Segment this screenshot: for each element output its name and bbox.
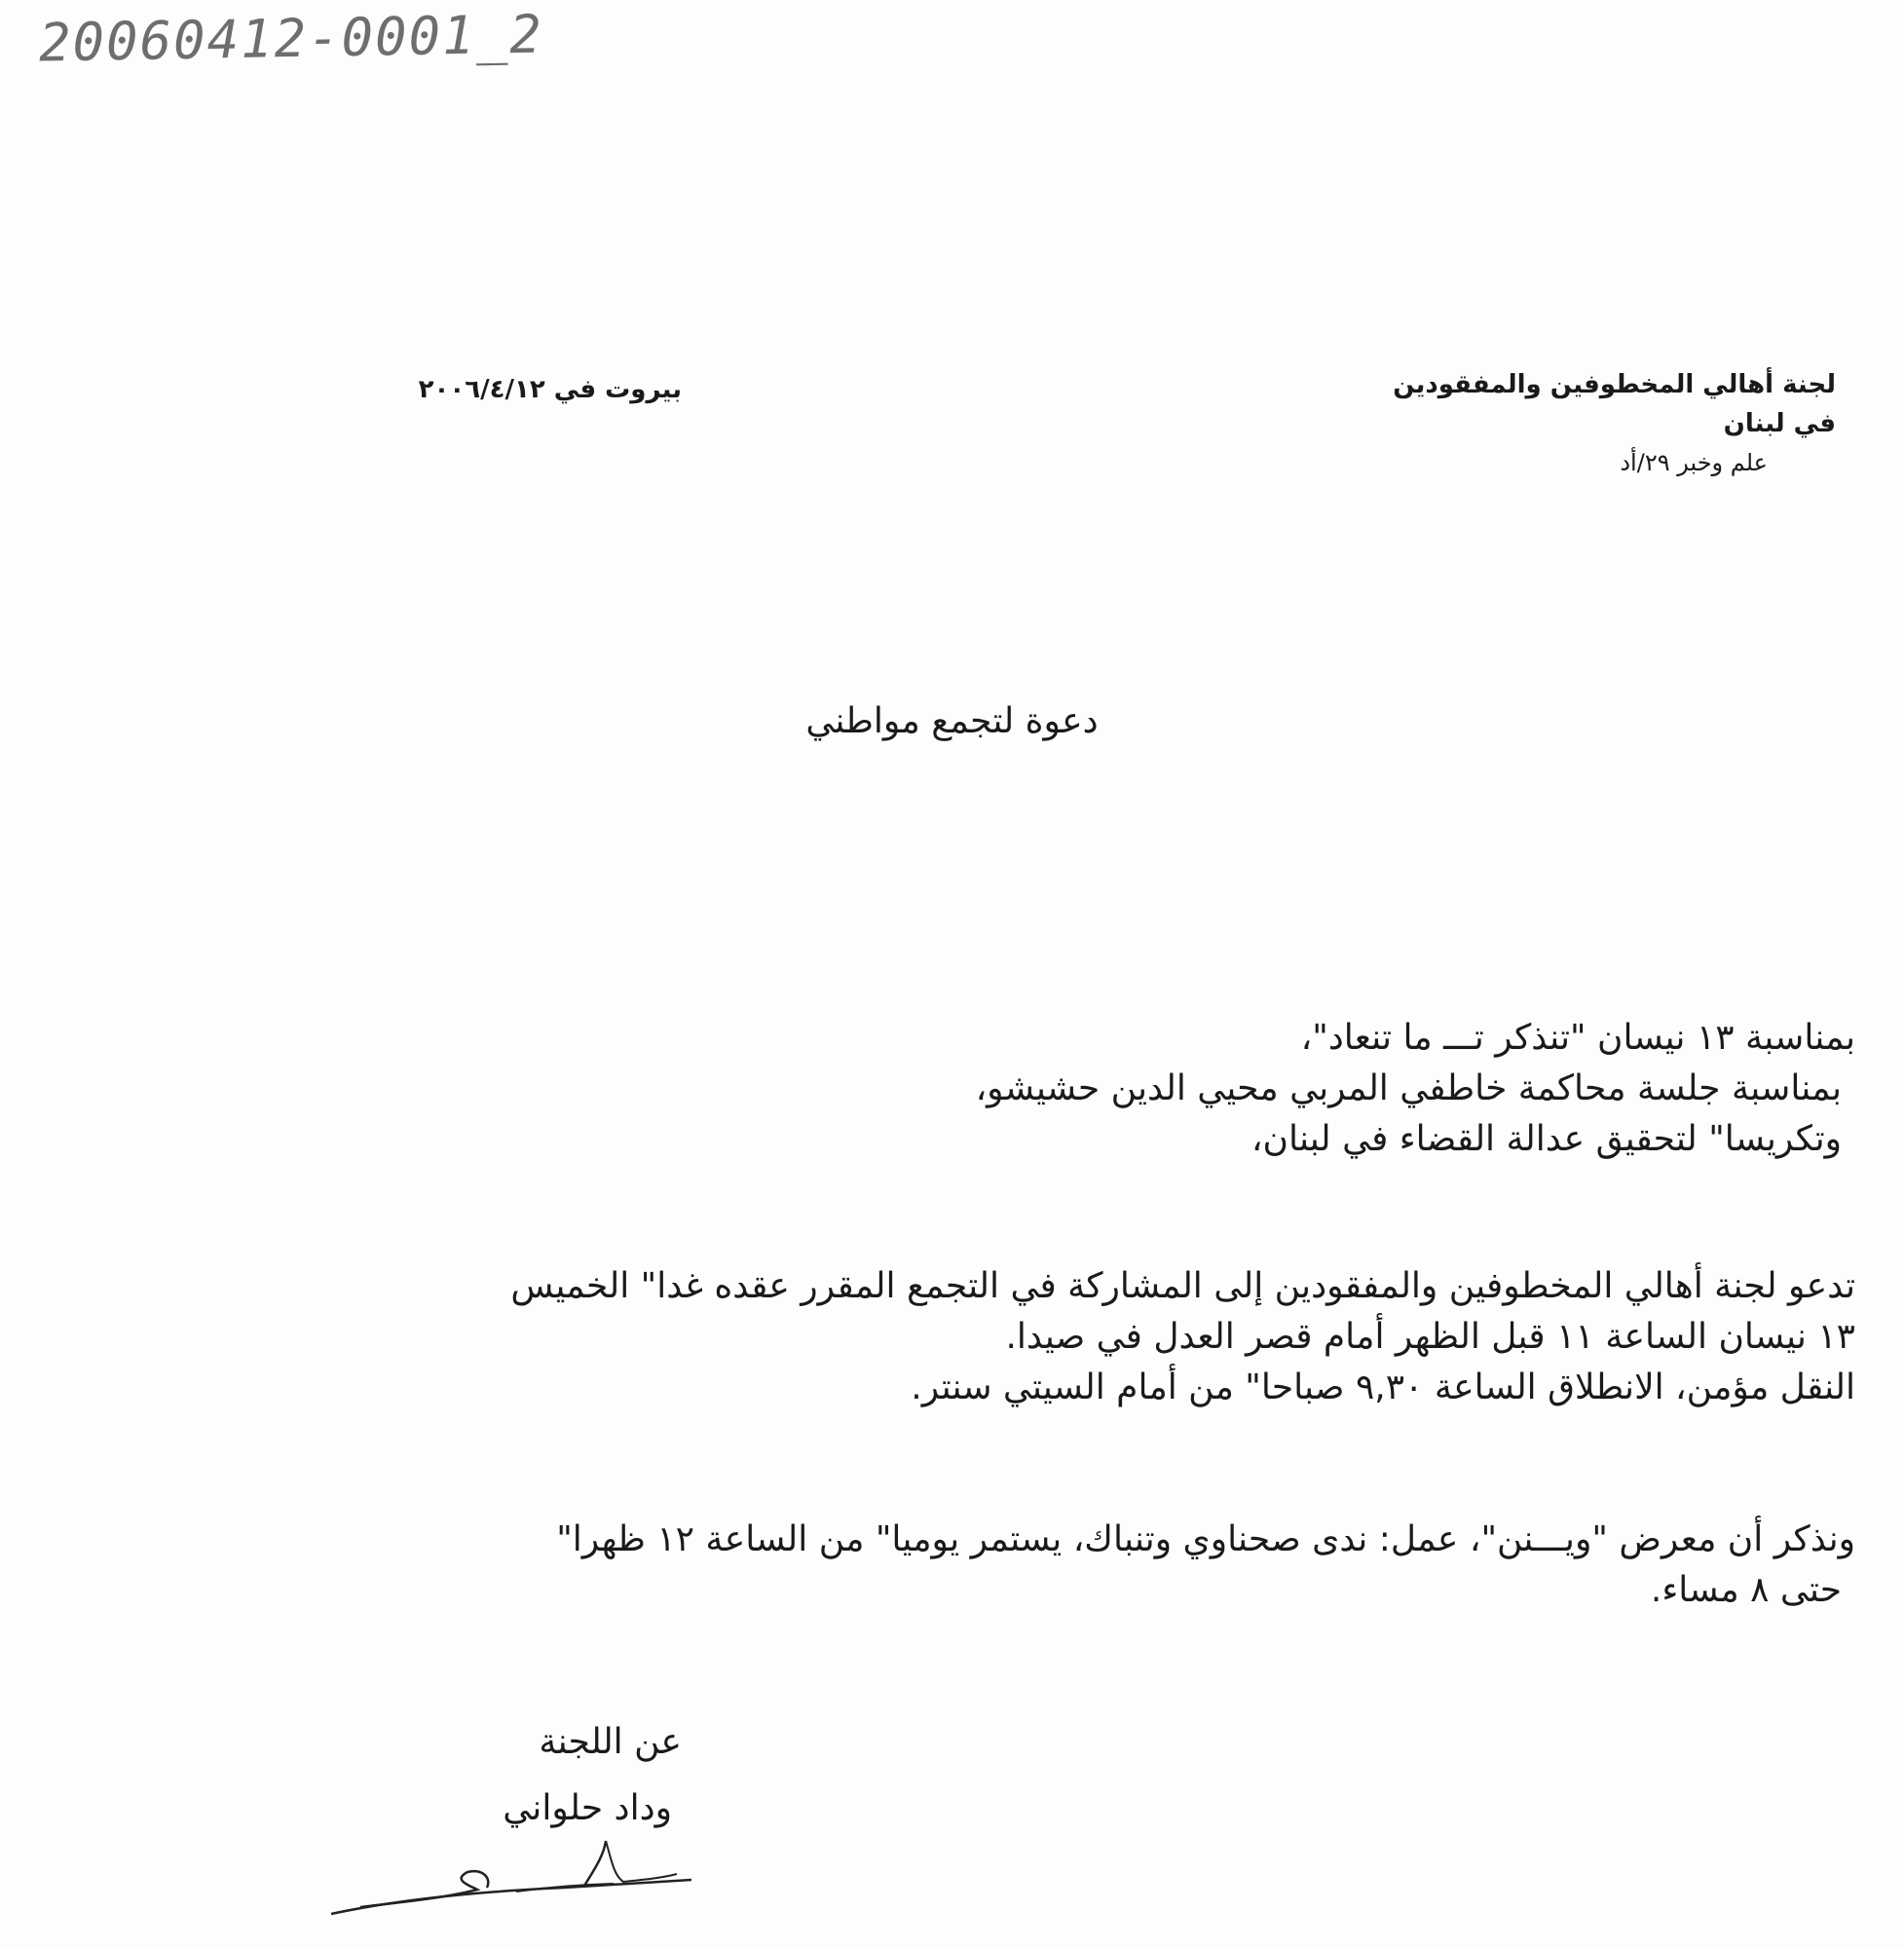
signer-name: وداد حلواني	[503, 1788, 672, 1828]
date-line: بيروت في ٢٠٠٦/٤/١٢	[418, 375, 682, 404]
handwritten-reference-number: 20060412-0001_2	[38, 3, 544, 74]
paragraph-line: بمناسبة ١٣ نيسان "تنذكر تـــ ما تنعاد"،	[1300, 1018, 1855, 1058]
document-title: دعوة لتجمع مواطني	[805, 701, 1099, 741]
handwritten-signature	[321, 1831, 691, 1929]
organization-header	[1154, 365, 1836, 482]
paragraph-line: بمناسبة جلسة محاكمة خاطفي المربي محيي الدين حشيشو،	[975, 1068, 1842, 1108]
paragraph-invitation	[239, 1261, 1855, 1413]
on-behalf-label: عن اللجنة	[539, 1722, 682, 1762]
paragraph-line: النقل مؤمن، الانطلاق الساعة ٩,٣٠ صباحا" من أمام السيتي سنتر.	[911, 1367, 1855, 1407]
closing-block	[312, 1709, 682, 1842]
paragraph-line: تدعو لجنة أهالي المخطوفين والمفقودين إلى المشاركة في التجمع المقرر عقده غدا" الخميس	[510, 1266, 1855, 1306]
org-name-line2: في لبنان	[1723, 409, 1836, 438]
paragraph-line: ونذكر أن معرض "ويـــنن"، عمل: ندى صحناوي وتنباك، يستمر يوميا" من الساعة ١٢ ظهرا"	[556, 1519, 1855, 1559]
paragraph-line: حتى ٨ مساء.	[1650, 1570, 1842, 1610]
paragraph-occasion	[239, 1013, 1855, 1165]
org-registration-ref: علم وخبر ٢٩/أد	[1620, 449, 1768, 476]
paragraph-line: ١٣ نيسان الساعة ١١ قبل الظهر أمام قصر العدل في صيدا.	[1005, 1317, 1855, 1357]
org-name-line1: لجنة أهالي المخطوفين والمفقودين	[1393, 370, 1836, 399]
paragraph-exhibition	[239, 1515, 1855, 1616]
paragraph-line: وتكريسا" لتحقيق عدالة القضاء في لبنان،	[1251, 1119, 1842, 1159]
